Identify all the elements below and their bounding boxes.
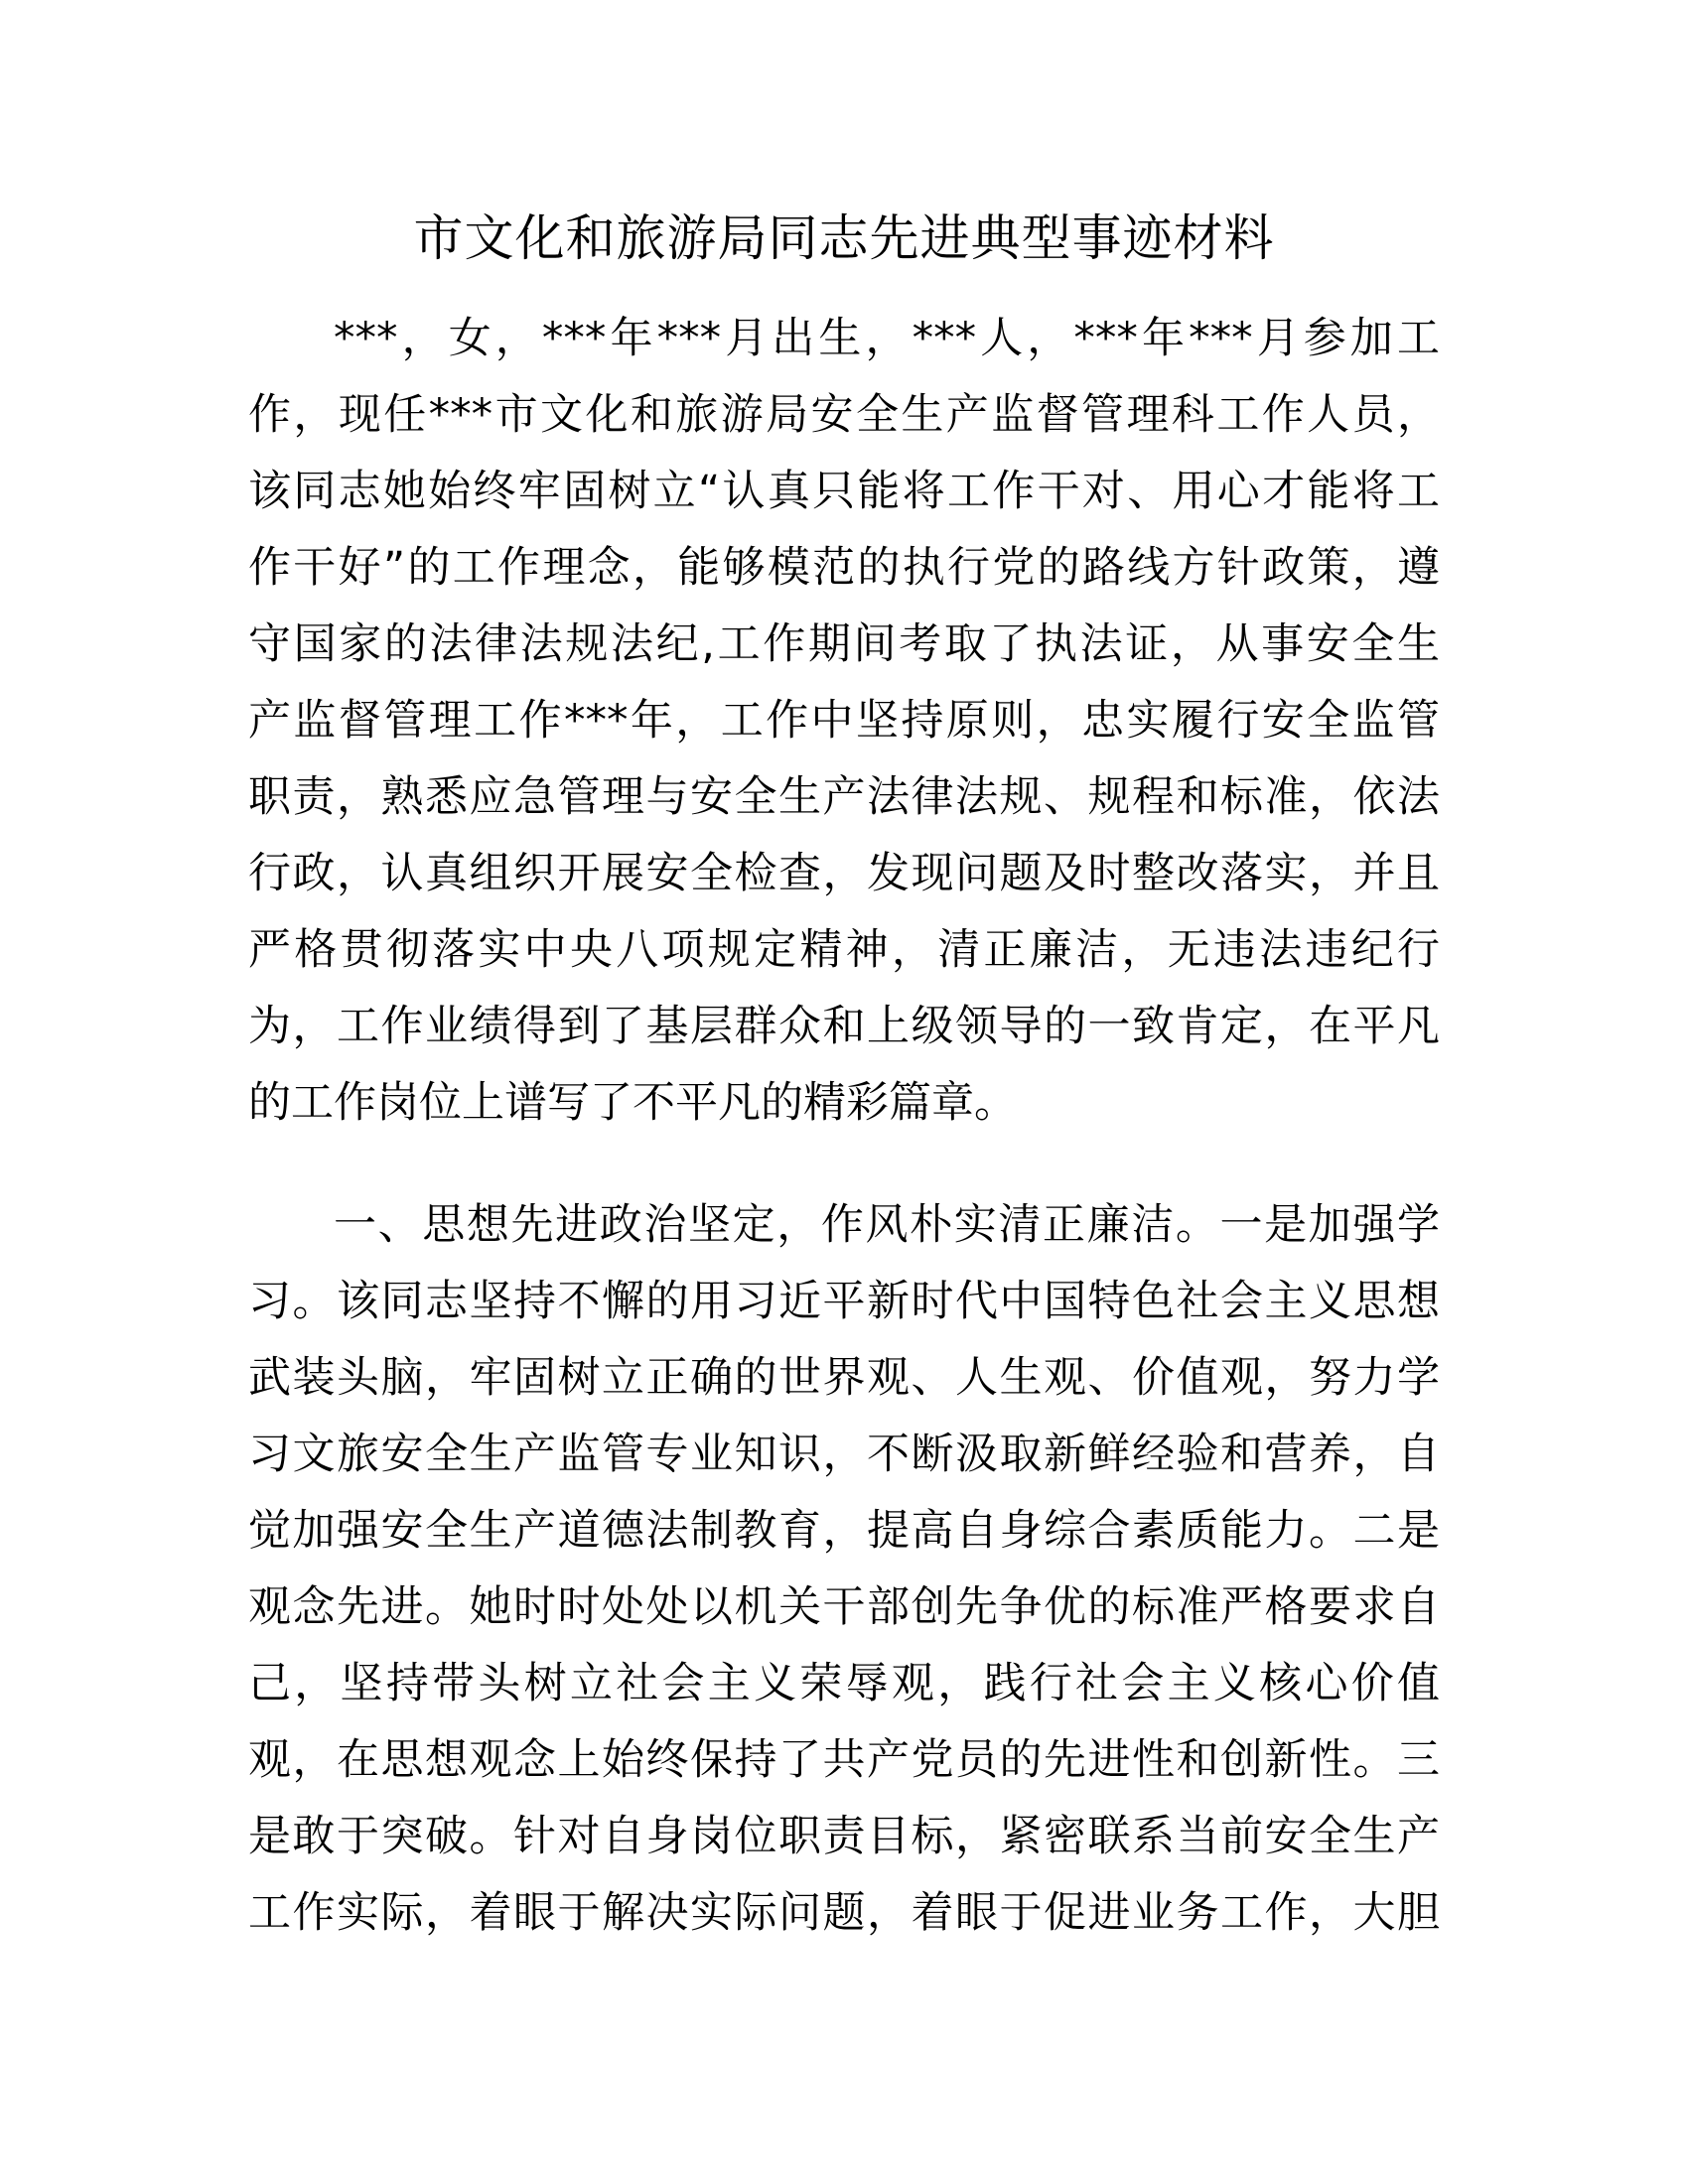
text-line: 严格贯彻落实中央八项规定精神，清正廉洁，无违法违纪行 xyxy=(248,925,1440,975)
text-line: 习。该同志坚持不懈的用习近平新时代中国特色社会主义思想 xyxy=(248,1277,1440,1326)
text-line: 观，在思想观念上始终保持了共产党员的先进性和创新性。三 xyxy=(248,1735,1440,1785)
text-line: 行政，认真组织开展安全检查，发现问题及时整改落实，并且 xyxy=(248,849,1440,898)
paragraph-introduction xyxy=(248,301,1440,1142)
text-line: 守国家的法律法规法纪,工作期间考取了执法证，从事安全生 xyxy=(248,619,1440,669)
text-line: 作，现任***市文化和旅游局安全生产监督管理科工作人员， xyxy=(248,390,1440,440)
text-line: 职责，熟悉应急管理与安全生产法律法规、规程和标准，依法 xyxy=(248,772,1440,822)
section-heading-line: 一、思想先进政治坚定，作风朴实清正廉洁。一是加强学 xyxy=(334,1200,1440,1250)
text-line: 该同志她始终牢固树立“认真只能将工作干对、用心才能将工 xyxy=(248,467,1440,516)
text-line: 为，工作业绩得到了基层群众和上级领导的一致肯定，在平凡 xyxy=(248,1002,1440,1051)
text-line: 己，坚持带头树立社会主义荣辱观，践行社会主义核心价值 xyxy=(248,1659,1440,1708)
text-line: 习文旅安全生产监管专业知识，不断汲取新鲜经验和营养，自 xyxy=(248,1430,1440,1479)
paragraph-section-one xyxy=(248,1187,1440,1952)
text-line: 作干好”的工作理念，能够模范的执行党的路线方针政策，遵 xyxy=(248,543,1440,593)
text-line: 是敢于突破。针对自身岗位职责目标，紧密联系当前安全生产 xyxy=(248,1812,1440,1861)
text-line: 的工作岗位上谱写了不平凡的精彩篇章。 xyxy=(248,1078,1017,1128)
text-line: 产监督管理工作***年，工作中坚持原则，忠实履行安全监管 xyxy=(248,696,1440,746)
text-line: 武装头脑，牢固树立正确的世界观、人生观、价值观，努力学 xyxy=(248,1353,1440,1403)
text-line: 觉加强安全生产道德法制教育，提高自身综合素质能力。二是 xyxy=(248,1506,1440,1556)
text-line: ***，女，***年***月出生，***人，***年***月参加工 xyxy=(334,314,1440,363)
text-line: 工作实际，着眼于解决实际问题，着眼于促进业务工作，大胆 xyxy=(248,1888,1440,1938)
document-title: 市文化和旅游局同志先进典型事迹材料 xyxy=(413,209,1275,267)
text-line: 观念先进。她时时处处以机关干部创先争优的标准严格要求自 xyxy=(248,1582,1440,1632)
